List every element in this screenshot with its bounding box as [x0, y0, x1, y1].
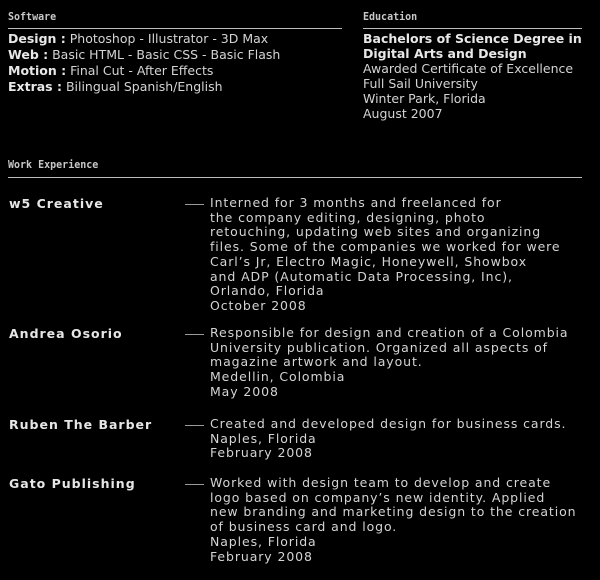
job-line: Worked with design team to develop and create: [210, 475, 552, 490]
job-dash: [185, 425, 204, 426]
software-value: Photoshop - Illustrator - 3D Max: [65, 31, 269, 46]
job-company: Andrea Osorio: [9, 326, 123, 341]
software-value: Bilingual Spanish/English: [61, 79, 223, 94]
job-dash: [185, 334, 204, 335]
software-value: Basic HTML - Basic CSS - Basic Flash: [48, 47, 281, 62]
job-line: Medellin, Colombia: [210, 369, 346, 385]
job-line: Orlando, Florida: [210, 283, 325, 299]
job-line: logo based on company’s new identity. Applied: [210, 489, 546, 505]
software-row-motion: [8, 63, 280, 79]
job-line: Interned for 3 months and freelanced for: [210, 195, 502, 210]
software-row-design: [8, 31, 280, 47]
job-dash: [185, 484, 204, 485]
software-rule: [8, 28, 342, 29]
job-line: October 2008: [210, 297, 307, 313]
job-line: Responsible for design and creation of a Colombia: [210, 325, 569, 340]
work-experience-heading: Work Experience: [8, 159, 99, 172]
education-detail: Awarded Certificate of Excellence: [363, 61, 574, 76]
job-company: w5 Creative: [9, 196, 104, 211]
job-line: magazine artwork and layout.: [210, 354, 423, 370]
education-detail: Winter Park, Florida: [363, 91, 486, 106]
job-company: Gato Publishing: [9, 476, 136, 491]
job-line: February 2008: [210, 445, 313, 461]
job-description: [210, 417, 595, 461]
job-description: [210, 326, 595, 400]
job-line: University publication. Organized all aspects of: [210, 339, 548, 355]
job-description: [210, 196, 595, 314]
education-detail: Full Sail University: [363, 76, 478, 91]
software-label: Extras :: [8, 79, 62, 94]
job-line: files. Some of the companies we worked for were: [210, 239, 561, 255]
job-company: Ruben The Barber: [9, 417, 153, 432]
job-line: retouching, updating web sites and organizing: [210, 224, 542, 240]
job-description: [210, 476, 595, 564]
degree-line: Bachelors of Science Degree in: [363, 31, 582, 46]
software-list: [8, 31, 280, 95]
job-line: the company editing, designing, photo: [210, 209, 486, 225]
software-heading: Software: [8, 11, 57, 24]
education-block: [363, 31, 598, 121]
education-heading: Education: [363, 11, 418, 24]
job-line: February 2008: [210, 548, 313, 564]
job-line: of business card and logo.: [210, 519, 398, 535]
job-line: May 2008: [210, 383, 279, 399]
software-label: Web :: [8, 47, 49, 62]
degree-line: Digital Arts and Design: [363, 46, 527, 61]
software-value: Final Cut - After Effects: [66, 63, 214, 78]
work-experience-rule: [8, 177, 582, 178]
job-dash: [185, 204, 204, 205]
software-label: Design :: [8, 31, 66, 46]
software-label: Motion :: [8, 63, 67, 78]
job-line: and ADP (Automatic Data Processing, Inc),: [210, 268, 513, 284]
job-line: Naples, Florida: [210, 430, 317, 446]
education-rule: [363, 28, 582, 29]
software-row-web: [8, 47, 280, 63]
education-detail: August 2007: [363, 106, 443, 121]
software-row-extras: [8, 79, 280, 95]
job-line: Naples, Florida: [210, 533, 317, 549]
job-line: new branding and marketing design to the creation: [210, 504, 577, 520]
job-line: Carl’s Jr, Electro Magic, Honeywell, Showbox: [210, 253, 528, 269]
job-line: Created and developed design for business cards.: [210, 416, 567, 431]
